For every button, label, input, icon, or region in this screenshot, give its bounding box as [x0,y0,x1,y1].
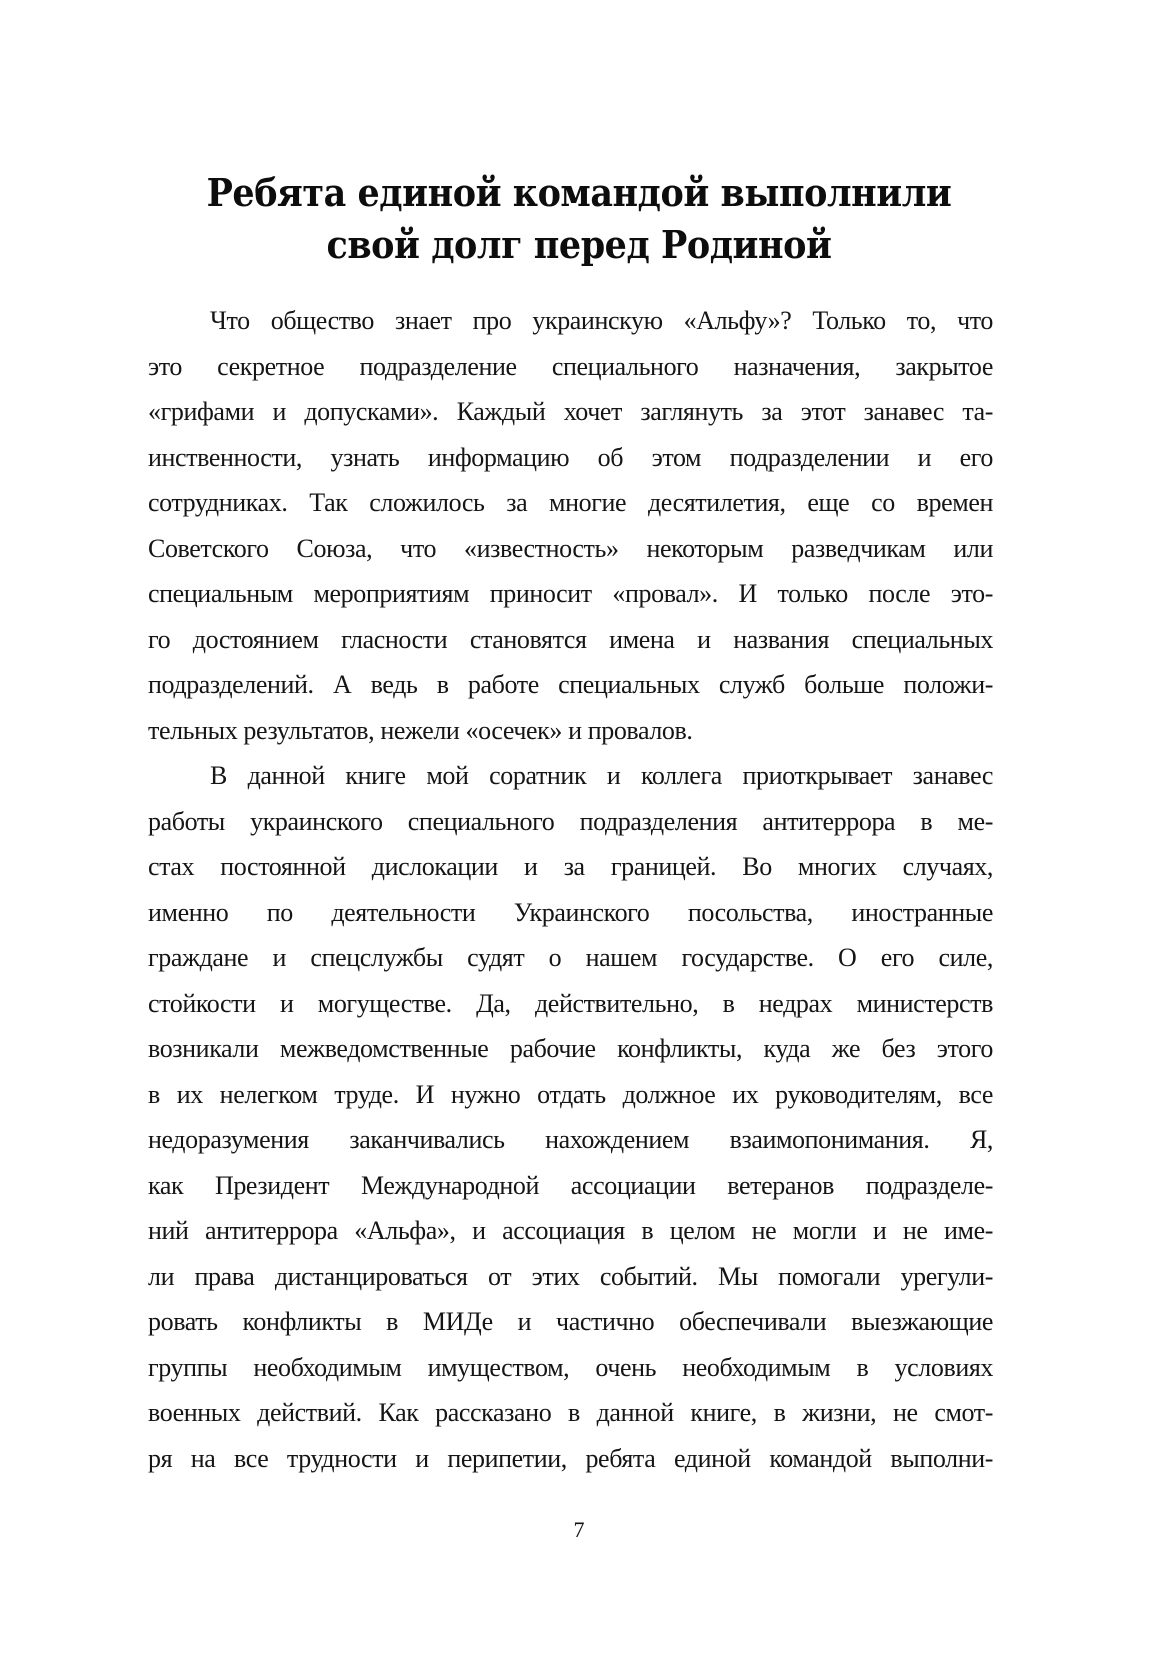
text-line: специальным мероприятиям приносит «провал». И только после это- [148,579,993,608]
text-line: инственности, узнать информацию об этом подразделении и его [148,442,993,472]
text-line: как Президент Международной ассоциации ветеранов подразделе- [148,1170,993,1200]
title-line: свой долг перед Родиной [326,222,832,268]
paragraph-2 [148,753,993,1481]
paragraph-1 [148,298,993,753]
text-line: стойкости и могуществе. Да, действительно, в недрах министерств [148,988,993,1018]
text-line: ний антитеррора «Альфа», и ассоциация в целом не могли и не име- [148,1216,993,1245]
text-line: тельных результатов, нежели «осечек» и провалов. [148,715,693,745]
text-line: именно по деятельности Украинского посольства, иностранные [148,897,993,927]
text-line: Советского Союза, что «известность» некоторым разведчикам или [148,533,993,563]
text-line: возникали межведомственные рабочие конфликты, куда же без этого [148,1034,993,1063]
title-line: Ребята единой командой выполнили [206,170,952,216]
text-line: граждане и спецслужбы судят о нашем государстве. О его силе, [148,943,993,972]
page-number: 7 [573,1517,585,1542]
text-line: военных действий. Как рассказано в данной книге, в жизни, не смот- [148,1398,993,1427]
text-line: стах постоянной дислокации и за границей. Во многих случаях, [148,852,993,881]
text-line: «грифами и допусками». Каждый хочет заглянуть за этот занавес та- [148,397,993,426]
text-line: недоразумения заканчивались нахождением взаимопонимания. Я, [148,1125,993,1154]
text-line: группы необходимым имуществом, очень необходимым в условиях [148,1352,993,1382]
body-text [148,298,993,1481]
text-line: сотрудниках. Так сложилось за многие десятилетия, еще со времен [148,488,993,517]
text-line: это секретное подразделение специального назначения, закрытое [148,351,993,381]
chapter-title [184,167,973,271]
text-line: подразделений. А ведь в работе специальных служб больше положи- [148,670,993,699]
text-line: в их нелегком труде. И нужно отдать должное их руководителям, все [148,1079,993,1109]
text-line: В данной книге мой соратник и коллега приоткрывает занавес [210,761,993,790]
text-line: ря на все трудности и перипетии, ребята единой командой выполни- [148,1443,993,1473]
text-line: Что общество знает про украинскую «Альфу»? Только то, что [210,306,993,335]
text-line: ровать конфликты в МИДе и частично обеспечивали выезжающие [148,1307,993,1336]
text-line: ли права дистанцироваться от этих событий. Мы помогали урегули- [148,1261,993,1291]
text-line: го достоянием гласности становятся имена и названия специальных [148,624,993,654]
text-line: работы украинского специального подразделения антитеррора в ме- [148,806,993,836]
